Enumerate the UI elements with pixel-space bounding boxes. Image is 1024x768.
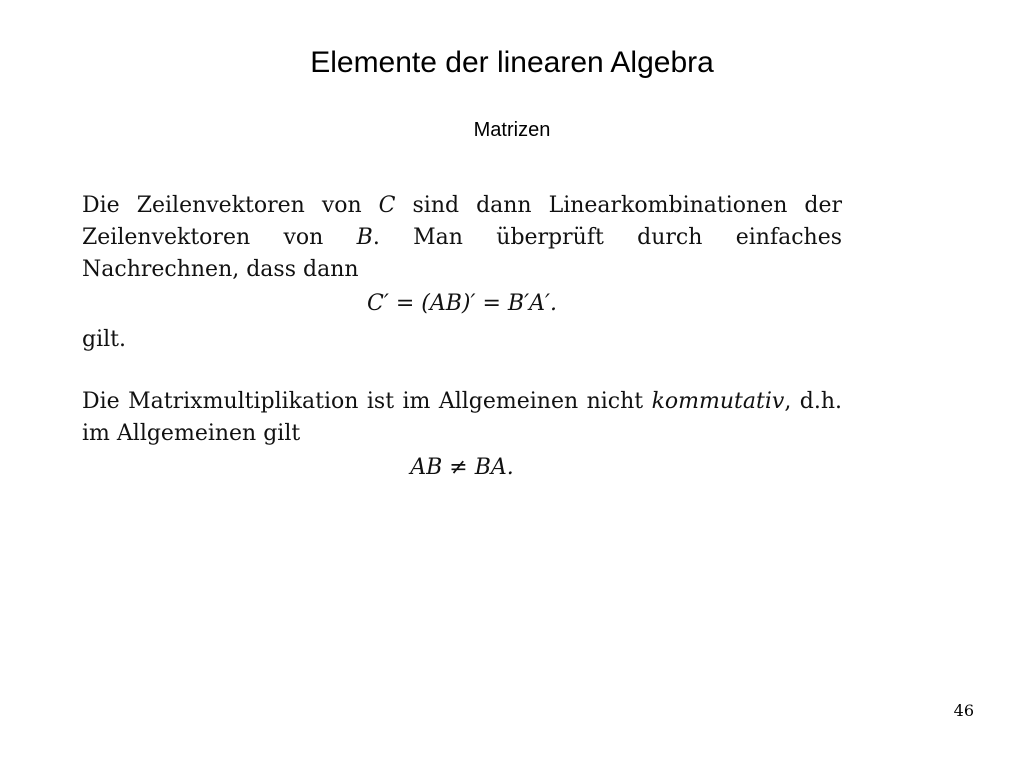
- paragraph1-text-2: sind dann Linearkombinationen der Zeilenvektoren von: [82, 193, 842, 250]
- equation-noncommutative: AB ≠ BA.: [410, 455, 514, 480]
- gilt-text: gilt.: [82, 327, 126, 352]
- slide-content: [82, 190, 842, 488]
- kommutativ-emphasis: kommutativ: [651, 389, 785, 414]
- paragraph1-text-3: . Man überprüft durch einfaches Nachrechnen, dass dann: [82, 225, 843, 282]
- paragraph2-text-2: , d.h. im Allgemeinen gilt: [82, 389, 842, 446]
- page-number: 46: [953, 701, 974, 720]
- equation-transpose-product: C′ = (AB)′ = B′A′.: [367, 291, 557, 316]
- matrix-c-symbol: C: [378, 193, 396, 218]
- paragraph-commutativity: [82, 386, 842, 450]
- paragraph-linear-combinations: [82, 190, 842, 286]
- paragraph2-text-1: Die Matrixmultiplikation ist im Allgemeinen nicht: [82, 389, 652, 414]
- slide-title: Elemente der linearen Algebra: [310, 46, 714, 79]
- matrix-b-symbol: B: [356, 225, 373, 250]
- slide-subtitle: Matrizen: [473, 119, 551, 141]
- paragraph1-text-1: Die Zeilenvektoren von: [82, 193, 379, 218]
